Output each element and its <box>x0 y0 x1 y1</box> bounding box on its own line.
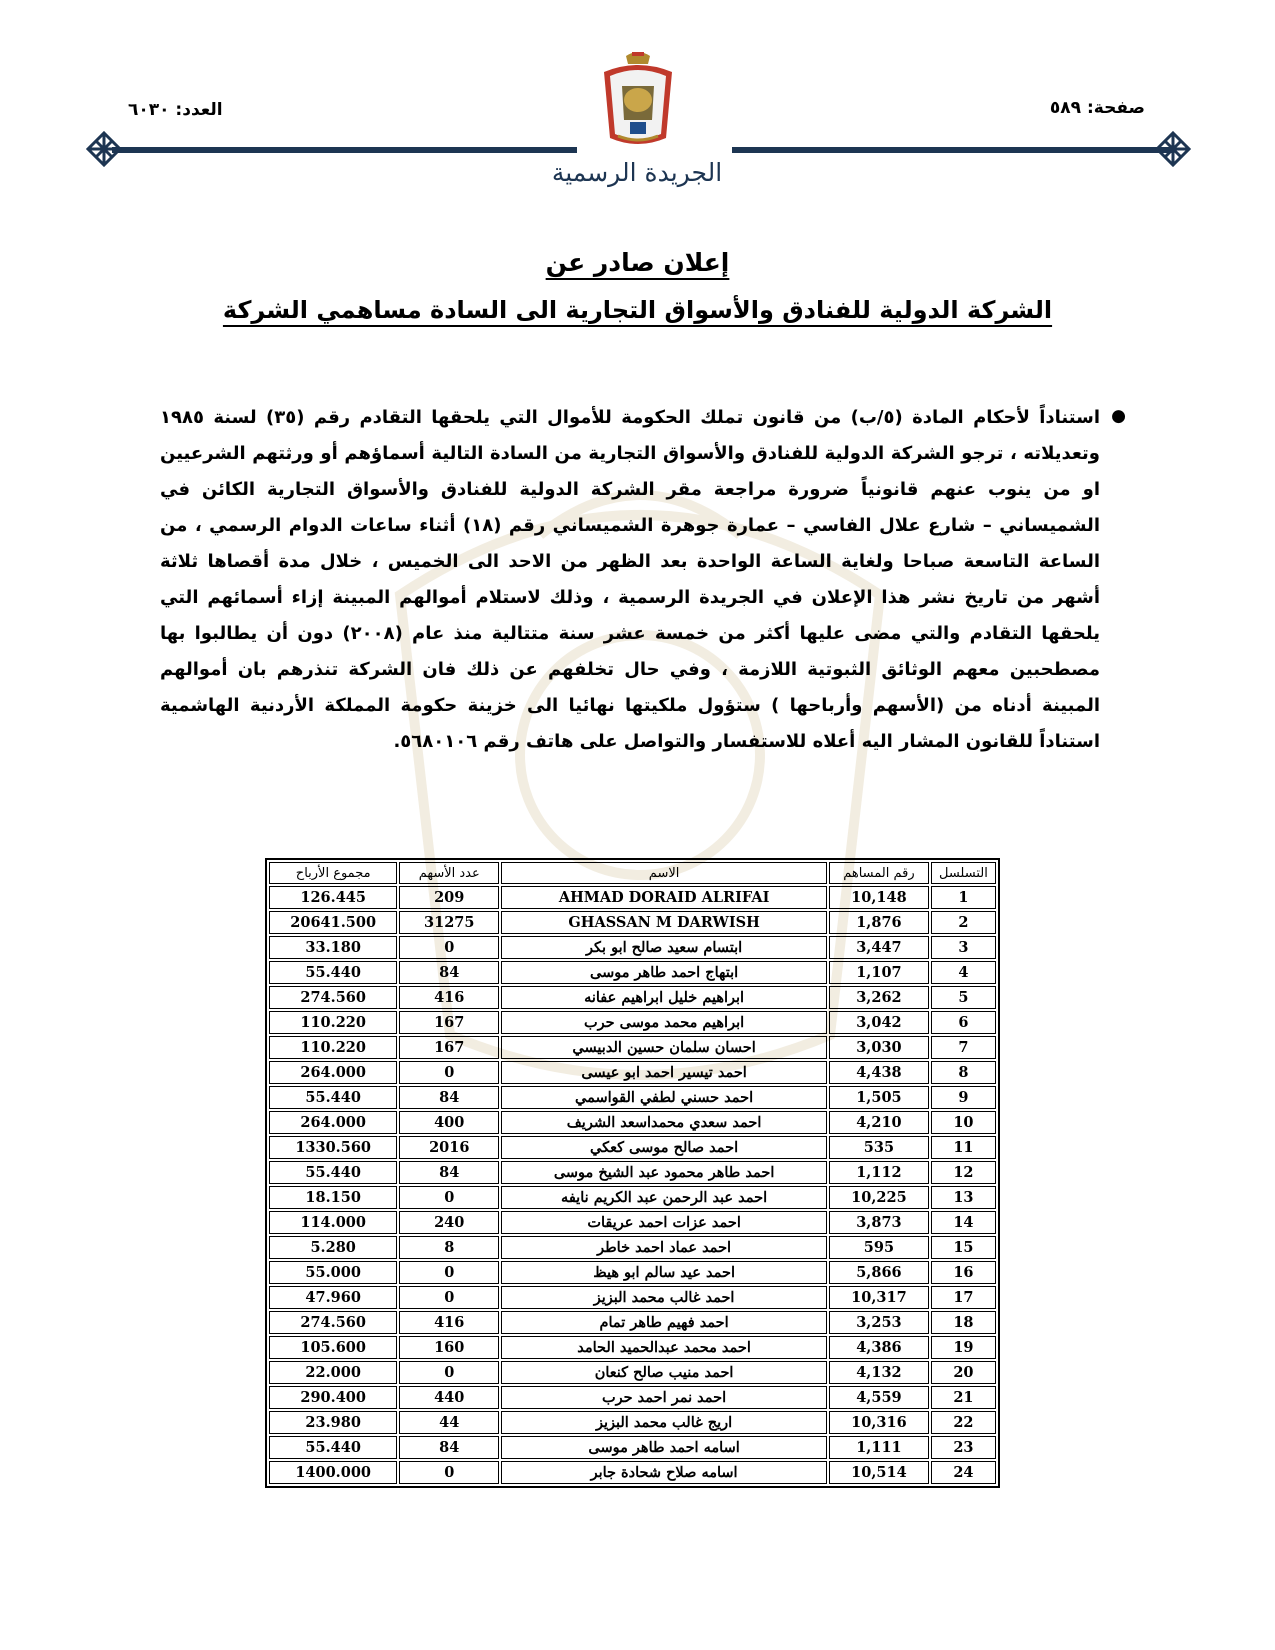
cell-shareholder-number: 10,225 <box>829 1186 929 1209</box>
table-row <box>269 1461 996 1484</box>
announcement-body <box>160 400 1126 760</box>
cell-dividends: 110.220 <box>269 1011 397 1034</box>
table-row <box>269 1011 996 1034</box>
cell-dividends: 20641.500 <box>269 911 397 934</box>
cell-shares: 0 <box>399 1361 499 1384</box>
cell-shares: 0 <box>399 936 499 959</box>
table-row <box>269 1161 996 1184</box>
table-row <box>269 1236 996 1259</box>
cell-dividends: 264.000 <box>269 1111 397 1134</box>
cell-dividends: 1400.000 <box>269 1461 397 1484</box>
cell-name: احمد طاهر محمود عبد الشيخ موسى <box>501 1161 827 1184</box>
cell-shares: 209 <box>399 886 499 909</box>
cell-shares: 84 <box>399 961 499 984</box>
cell-name: ابتهاج احمد طاهر موسى <box>501 961 827 984</box>
cell-serial: 17 <box>931 1286 996 1309</box>
cell-shares: 0 <box>399 1461 499 1484</box>
table-row <box>269 1336 996 1359</box>
cell-dividends: 1330.560 <box>269 1136 397 1159</box>
knot-ornament-right-icon <box>1155 131 1191 167</box>
cell-shareholder-number: 4,438 <box>829 1061 929 1084</box>
cell-dividends: 47.960 <box>269 1286 397 1309</box>
cell-name: ابراهيم خليل ابراهيم عفانه <box>501 986 827 1009</box>
table-row <box>269 1136 996 1159</box>
cell-shares: 84 <box>399 1086 499 1109</box>
cell-serial: 3 <box>931 936 996 959</box>
cell-name: احمد حسني لطفي القواسمي <box>501 1086 827 1109</box>
cell-dividends: 274.560 <box>269 986 397 1009</box>
cell-serial: 9 <box>931 1086 996 1109</box>
table-row <box>269 1261 996 1284</box>
jordan-coat-of-arms-icon <box>596 50 680 150</box>
header-rule-right <box>732 147 1172 153</box>
cell-dividends: 264.000 <box>269 1061 397 1084</box>
cell-name: ابراهيم محمد موسى حرب <box>501 1011 827 1034</box>
cell-dividends: 55.440 <box>269 1161 397 1184</box>
cell-serial: 13 <box>931 1186 996 1209</box>
header-serial: التسلسل <box>931 862 996 884</box>
cell-name: احمد سعدي محمداسعد الشريف <box>501 1111 827 1134</box>
table-header-row <box>269 862 996 884</box>
cell-dividends: 114.000 <box>269 1211 397 1234</box>
cell-name: احمد صالح موسى كعكي <box>501 1136 827 1159</box>
cell-shareholder-number: 3,030 <box>829 1036 929 1059</box>
table-row <box>269 1411 996 1434</box>
cell-shareholder-number: 4,132 <box>829 1361 929 1384</box>
header-shares: عدد الأسهم <box>399 862 499 884</box>
cell-serial: 7 <box>931 1036 996 1059</box>
announcement-paragraph: استناداً لأحكام المادة (٥/ب) من قانون تملك الحكومة للأموال التي يلحقها التقادم رقم (٣٥) لسنة ١٩٨٥ وتعديلاته ، ترجو الشركة الدولية للفنادق والأسواق التجارية من السادة التالية أسماؤهم أو ورثتهم الشرعيين او من ينوب عنهم قانونياً ضرورة مراجعة مقر الشركة الدولية للفنادق والأسواق التجارية الكائن في الشميساني – شارع علال الفاسي – عمارة جوهرة الشميساني رقم (١٨) أثناء ساعات الدوام الرسمي ، من الساعة التاسعة صباحا ولغاية الساعة الواحدة بعد الظهر من الاحد الى الخميس ، خلال مدة أقصاها ثلاثة أشهر من تاريخ نشر هذا الإعلان في الجريدة الرسمية ، وذلك لاستلام أموالهم المبينة إزاء أسمائهم التي يلحقها التقادم والتي مضى عليها أكثر من خمسة عشر سنة متتالية منذ عام (٢٠٠٨) دون أن يطالبوا بها مصطحبين معهم الوثائق الثبوتية اللازمة ، وفي حال تخلفهم عن ذلك فان الشركة تنذرهم بان أموالهم المبينة أدناه من (الأسهم وأرباحها ) ستؤول ملكيتها نهائيا الى خزينة حكومة المملكة الأردنية الهاشمية استناداً للقانون المشار اليه أعلاه للاستفسار والتواصل على هاتف رقم ٥٦٨٠١٠٦. <box>160 407 1100 752</box>
cell-serial: 11 <box>931 1136 996 1159</box>
cell-serial: 24 <box>931 1461 996 1484</box>
cell-shares: 440 <box>399 1386 499 1409</box>
issue-number: العدد: ٦٠٣٠ <box>128 100 223 120</box>
cell-shares: 2016 <box>399 1136 499 1159</box>
cell-dividends: 33.180 <box>269 936 397 959</box>
cell-dividends: 55.440 <box>269 961 397 984</box>
cell-serial: 6 <box>931 1011 996 1034</box>
cell-dividends: 18.150 <box>269 1186 397 1209</box>
header-shareholder-number: رقم المساهم <box>829 862 929 884</box>
cell-serial: 4 <box>931 961 996 984</box>
cell-serial: 8 <box>931 1061 996 1084</box>
cell-shareholder-number: 4,559 <box>829 1386 929 1409</box>
table-row <box>269 1086 996 1109</box>
cell-serial: 20 <box>931 1361 996 1384</box>
cell-shares: 0 <box>399 1261 499 1284</box>
table-row <box>269 986 996 1009</box>
cell-dividends: 55.440 <box>269 1086 397 1109</box>
cell-shareholder-number: 10,514 <box>829 1461 929 1484</box>
cell-shareholder-number: 5,866 <box>829 1261 929 1284</box>
cell-name: احسان سلمان حسين الدبيسي <box>501 1036 827 1059</box>
table-row <box>269 936 996 959</box>
table-row <box>269 1061 996 1084</box>
cell-shares: 416 <box>399 986 499 1009</box>
cell-shareholder-number: 3,873 <box>829 1211 929 1234</box>
cell-shareholder-number: 1,112 <box>829 1161 929 1184</box>
cell-serial: 12 <box>931 1161 996 1184</box>
cell-shareholder-number: 3,262 <box>829 986 929 1009</box>
cell-dividends: 55.440 <box>269 1436 397 1459</box>
cell-name: اسامه احمد طاهر موسى <box>501 1436 827 1459</box>
cell-serial: 18 <box>931 1311 996 1334</box>
cell-shares: 0 <box>399 1061 499 1084</box>
cell-dividends: 22.000 <box>269 1361 397 1384</box>
shareholders-table <box>265 858 1000 1488</box>
cell-dividends: 55.000 <box>269 1261 397 1284</box>
cell-name: احمد عيد سالم ابو هيظ <box>501 1261 827 1284</box>
announcement-subheading-text: الشركة الدولية للفنادق والأسواق التجارية الى السادة مساهمي الشركة <box>222 296 1053 324</box>
cell-name: احمد عبد الرحمن عبد الكريم نايفه <box>501 1186 827 1209</box>
cell-shares: 400 <box>399 1111 499 1134</box>
table-row <box>269 886 996 909</box>
cell-dividends: 5.280 <box>269 1236 397 1259</box>
header-dividends: مجموع الأرباح <box>269 862 397 884</box>
cell-name: احمد عماد احمد خاطر <box>501 1236 827 1259</box>
cell-serial: 16 <box>931 1261 996 1284</box>
cell-name: احمد غالب محمد البزيز <box>501 1286 827 1309</box>
cell-serial: 10 <box>931 1111 996 1134</box>
cell-shareholder-number: 3,447 <box>829 936 929 959</box>
cell-shares: 84 <box>399 1161 499 1184</box>
cell-serial: 5 <box>931 986 996 1009</box>
cell-name: GHASSAN M DARWISH <box>501 911 827 934</box>
cell-dividends: 126.445 <box>269 886 397 909</box>
cell-name: ابتسام سعيد صالح ابو بكر <box>501 936 827 959</box>
announcement-heading <box>0 248 1275 277</box>
cell-name: احمد منيب صالح كنعان <box>501 1361 827 1384</box>
cell-shares: 167 <box>399 1011 499 1034</box>
cell-shareholder-number: 595 <box>829 1236 929 1259</box>
cell-serial: 19 <box>931 1336 996 1359</box>
cell-dividends: 274.560 <box>269 1311 397 1334</box>
cell-shareholder-number: 10,316 <box>829 1411 929 1434</box>
cell-shares: 31275 <box>399 911 499 934</box>
cell-shares: 240 <box>399 1211 499 1234</box>
cell-serial: 23 <box>931 1436 996 1459</box>
cell-serial: 15 <box>931 1236 996 1259</box>
announcement-subheading <box>0 296 1275 324</box>
table-row <box>269 1386 996 1409</box>
cell-dividends: 110.220 <box>269 1036 397 1059</box>
cell-name: احمد نمر احمد حرب <box>501 1386 827 1409</box>
cell-serial: 14 <box>931 1211 996 1234</box>
cell-name: احمد تيسير احمد ابو عيسى <box>501 1061 827 1084</box>
cell-dividends: 290.400 <box>269 1386 397 1409</box>
cell-shares: 84 <box>399 1436 499 1459</box>
newspaper-name: الجريدة الرسمية <box>551 158 723 187</box>
cell-shareholder-number: 535 <box>829 1136 929 1159</box>
table-row <box>269 1036 996 1059</box>
cell-shares: 416 <box>399 1311 499 1334</box>
cell-shareholder-number: 3,042 <box>829 1011 929 1034</box>
cell-shareholder-number: 10,317 <box>829 1286 929 1309</box>
table-row <box>269 911 996 934</box>
cell-dividends: 23.980 <box>269 1411 397 1434</box>
table-row <box>269 1286 996 1309</box>
cell-shares: 160 <box>399 1336 499 1359</box>
cell-name: احمد عزات احمد عريقات <box>501 1211 827 1234</box>
cell-shareholder-number: 3,253 <box>829 1311 929 1334</box>
cell-shareholder-number: 4,386 <box>829 1336 929 1359</box>
cell-shares: 167 <box>399 1036 499 1059</box>
table-row <box>269 1361 996 1384</box>
cell-serial: 2 <box>931 911 996 934</box>
cell-name: اريج غالب محمد البزيز <box>501 1411 827 1434</box>
cell-shares: 0 <box>399 1286 499 1309</box>
table-row <box>269 1436 996 1459</box>
cell-serial: 21 <box>931 1386 996 1409</box>
announcement-heading-text: إعلان صادر عن <box>545 248 730 277</box>
table-body <box>269 886 996 1484</box>
table-row <box>269 1211 996 1234</box>
cell-shareholder-number: 1,111 <box>829 1436 929 1459</box>
cell-shares: 44 <box>399 1411 499 1434</box>
table-row <box>269 1311 996 1334</box>
cell-shareholder-number: 1,876 <box>829 911 929 934</box>
cell-shareholder-number: 1,505 <box>829 1086 929 1109</box>
bullet-icon: ● <box>1111 406 1126 426</box>
table-row <box>269 961 996 984</box>
cell-shareholder-number: 10,148 <box>829 886 929 909</box>
cell-serial: 1 <box>931 886 996 909</box>
cell-name: احمد فهيم طاهر تمام <box>501 1311 827 1334</box>
knot-ornament-left-icon <box>86 131 122 167</box>
page-number: صفحة: ٥٨٩ <box>1049 98 1145 118</box>
cell-name: احمد محمد عبدالحميد الحامد <box>501 1336 827 1359</box>
cell-serial: 22 <box>931 1411 996 1434</box>
cell-shareholder-number: 4,210 <box>829 1111 929 1134</box>
cell-shares: 0 <box>399 1186 499 1209</box>
cell-name: AHMAD DORAID ALRIFAI <box>501 886 827 909</box>
cell-name: اسامه صلاح شحادة جابر <box>501 1461 827 1484</box>
header-rule-left <box>112 147 577 153</box>
cell-shareholder-number: 1,107 <box>829 961 929 984</box>
table-row <box>269 1186 996 1209</box>
cell-dividends: 105.600 <box>269 1336 397 1359</box>
cell-shares: 8 <box>399 1236 499 1259</box>
table-row <box>269 1111 996 1134</box>
header-name: الاسم <box>501 862 827 884</box>
